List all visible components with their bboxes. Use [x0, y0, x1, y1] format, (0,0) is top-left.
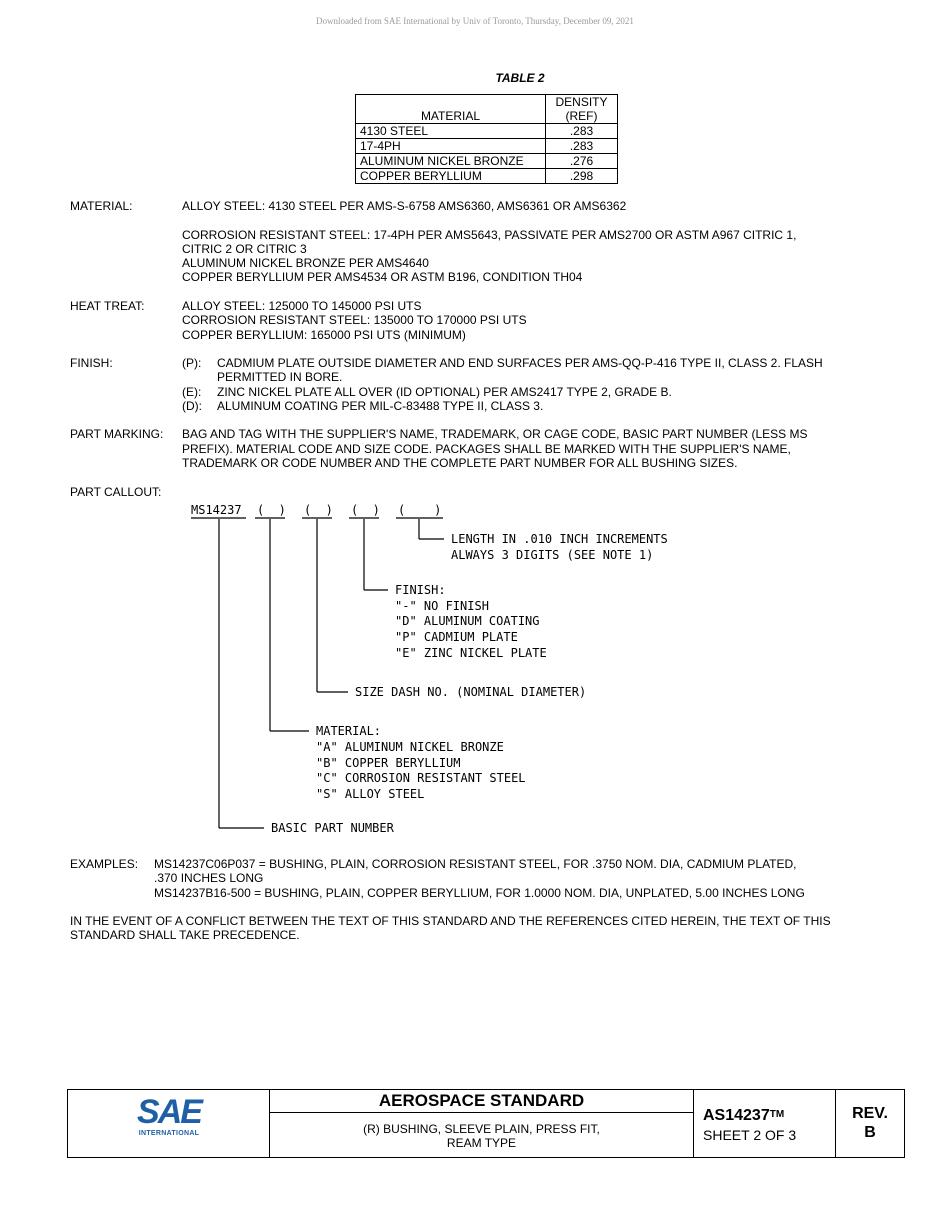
- callout-length-line-1: LENGTH IN .010 INCH INCREMENTS: [451, 532, 668, 546]
- revision-value: B: [864, 1124, 876, 1141]
- callout-part-number: MS14237: [191, 503, 242, 517]
- material-label: MATERIAL:: [70, 199, 133, 213]
- callout-paren-finish: ( ): [351, 503, 380, 517]
- header-density-line1: DENSITY: [555, 95, 608, 109]
- examples-line-1: MS14237C06P037 = BUSHING, PLAIN, CORROSION RESISTANT STEEL, FOR .3750 NOM. DIA, CADMIUM PLATED,: [154, 857, 797, 871]
- callout-material-option: "A" ALUMINUM NICKEL BRONZE: [316, 740, 504, 754]
- part-marking-line-3: TRADEMARK OR CODE NUMBER AND THE COMPLETE PART NUMBER FOR ALL BUSHING SIZES.: [182, 456, 738, 470]
- part-marking-line-1: BAG AND TAG WITH THE SUPPLIER'S NAME, TRADEMARK, OR CAGE CODE, BASIC PART NUMBER (LESS MS: [182, 427, 808, 441]
- callout-paren-size: ( ): [304, 503, 333, 517]
- part-description-line-2: REAM TYPE: [446, 1136, 517, 1150]
- header-density-line2: (REF): [565, 109, 598, 123]
- document-number: [703, 1106, 784, 1125]
- cell-density: .283: [546, 124, 618, 139]
- sae-logo-text: SAE: [137, 1093, 201, 1131]
- material-line-1: ALLOY STEEL: 4130 STEEL PER AMS-S-6758 AMS6360, AMS6361 OR AMS6362: [182, 199, 627, 213]
- revision-label: REV.: [852, 1105, 888, 1122]
- finish-d-code: (D):: [182, 399, 202, 413]
- heat-treat-label: HEAT TREAT:: [70, 299, 145, 313]
- callout-material-option: "B" COPPER BERYLLIUM: [316, 756, 461, 770]
- heat-treat-line-1: ALLOY STEEL: 125000 TO 145000 PSI UTS: [182, 299, 422, 313]
- sae-logo-subtext: INTERNATIONAL: [138, 1130, 200, 1137]
- table-title: TABLE 2: [495, 71, 545, 85]
- cell-material: ALUMINUM NICKEL BRONZE: [356, 154, 546, 169]
- logo-cell: [68, 1090, 270, 1157]
- download-banner: Downloaded from SAE International by Univ of Toronto, Thursday, December 09, 2021: [316, 16, 634, 26]
- finish-d-line-1: ALUMINUM COATING PER MIL-C-83488 TYPE II, CLASS 3.: [217, 399, 544, 413]
- finish-e-line-1: ZINC NICKEL PLATE ALL OVER (ID OPTIONAL) PER AMS2417 TYPE 2, GRADE B.: [217, 385, 672, 399]
- cell-material: 4130 STEEL: [356, 124, 546, 139]
- part-marking-label: PART MARKING:: [70, 427, 164, 441]
- trademark: TM: [769, 1109, 785, 1120]
- standard-title: AEROSPACE STANDARD: [270, 1090, 693, 1113]
- callout-finish-option: "-" NO FINISH: [395, 599, 489, 613]
- heat-treat-line-3: COPPER BERYLLIUM: 165000 PSI UTS (MINIMUM): [182, 328, 466, 342]
- part-description: [270, 1122, 693, 1150]
- callout-finish-option: "P" CADMIUM PLATE: [395, 630, 518, 644]
- callout-material-option: "S" ALLOY STEEL: [316, 787, 425, 801]
- sae-logo: [68, 1095, 270, 1137]
- finish-p-line-1: CADMIUM PLATE OUTSIDE DIAMETER AND END SURFACES PER AMS-QQ-P-416 TYPE II, CLASS 2. FLASH: [217, 356, 823, 370]
- title-cell: [270, 1090, 694, 1157]
- material-line-3: CITRIC 2 OR CITRIC 3: [182, 242, 307, 256]
- cell-density: .298: [546, 169, 618, 184]
- finish-e-code: (E):: [182, 385, 202, 399]
- cell-density: .283: [546, 139, 618, 154]
- part-marking-line-2: PREFIX). MATERIAL CODE AND SIZE CODE. PACKAGES SHALL BE MARKED WITH THE SUPPLIER'S NAME,: [182, 442, 791, 456]
- callout-finish-heading: FINISH:: [395, 583, 446, 597]
- examples-label: EXAMPLES:: [70, 857, 139, 871]
- document-number-text: AS14237: [703, 1107, 770, 1124]
- revision-cell: [836, 1090, 904, 1157]
- callout-material-heading: MATERIAL:: [316, 724, 382, 738]
- part-description-line-1: (R) BUSHING, SLEEVE PLAIN, PRESS FIT,: [363, 1122, 600, 1136]
- finish-label: FINISH:: [70, 356, 113, 370]
- cell-material: 17-4PH: [356, 139, 546, 154]
- callout-paren-length: ( ): [398, 503, 442, 517]
- cell-density: .276: [546, 154, 618, 169]
- finish-p-line-2: PERMITTED IN BORE.: [217, 370, 343, 384]
- finish-p-code: (P):: [182, 356, 202, 370]
- sheet-number: SHEET 2 OF 3: [703, 1127, 797, 1143]
- callout-finish-option: "E" ZINC NICKEL PLATE: [395, 646, 547, 660]
- callout-material-option: "C" CORROSION RESISTANT STEEL: [316, 771, 526, 785]
- material-line-2: CORROSION RESISTANT STEEL: 17-4PH PER AMS5643, PASSIVATE PER AMS2700 OR ASTM A967 CITRIC 1,: [182, 228, 797, 242]
- examples-line-2: .370 INCHES LONG: [154, 871, 264, 885]
- callout-paren-material: ( ): [257, 503, 286, 517]
- document-cell: [694, 1090, 836, 1157]
- heat-treat-line-2: CORROSION RESISTANT STEEL: 135000 TO 170000 PSI UTS: [182, 313, 527, 327]
- conflict-line-2: STANDARD SHALL TAKE PRECEDENCE.: [70, 928, 300, 942]
- header-material: MATERIAL: [356, 95, 546, 124]
- material-line-4: ALUMINUM NICKEL BRONZE PER AMS4640: [182, 256, 429, 270]
- callout-basic-part-number: BASIC PART NUMBER: [271, 821, 394, 835]
- part-callout-label: PART CALLOUT:: [70, 485, 162, 499]
- conflict-line-1: IN THE EVENT OF A CONFLICT BETWEEN THE TEXT OF THIS STANDARD AND THE REFERENCES CITED HEREIN, THE TEXT OF THIS: [70, 914, 831, 928]
- examples-line-3: MS14237B16-500 = BUSHING, PLAIN, COPPER BERYLLIUM, FOR 1.0000 NOM. DIA, UNPLATED, 5.00 INCHES LONG: [154, 886, 805, 900]
- callout-size: SIZE DASH NO. (NOMINAL DIAMETER): [355, 685, 587, 699]
- cell-material: COPPER BERYLLIUM: [356, 169, 546, 184]
- callout-finish-option: "D" ALUMINUM COATING: [395, 614, 540, 628]
- callout-length-line-2: ALWAYS 3 DIGITS (SEE NOTE 1): [451, 548, 654, 562]
- title-block: [67, 1089, 905, 1158]
- material-line-5: COPPER BERYLLIUM PER AMS4534 OR ASTM B196, CONDITION TH04: [182, 270, 583, 284]
